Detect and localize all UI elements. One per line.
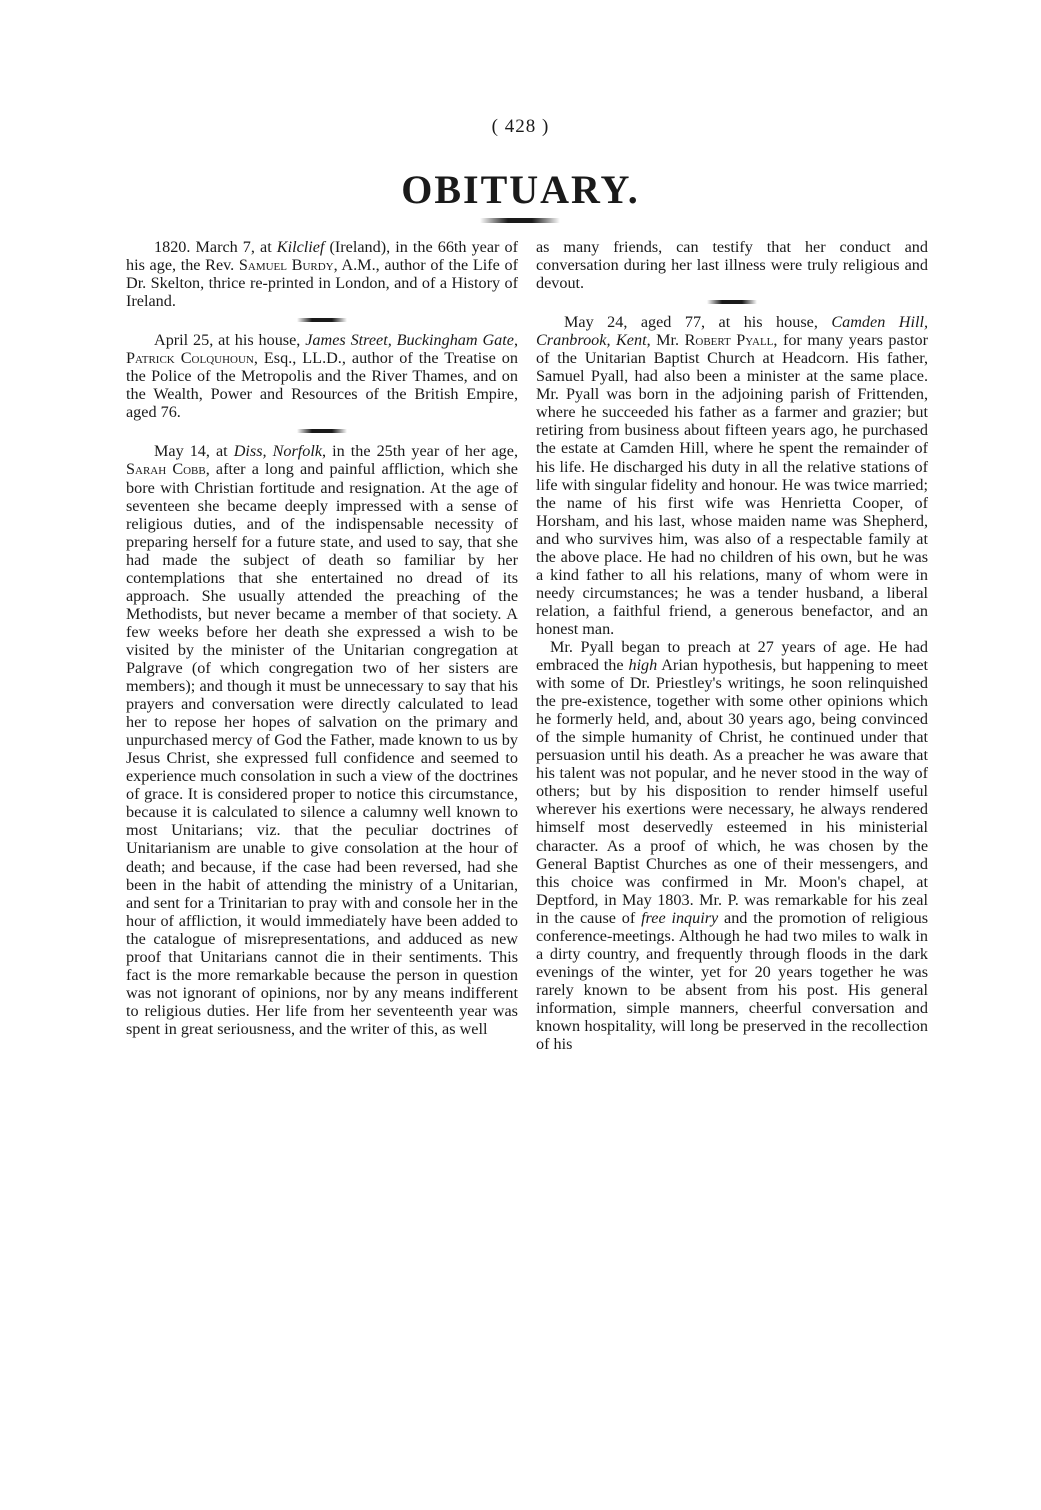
entry-paragraph <box>126 331 518 421</box>
left-column <box>126 238 518 1038</box>
entry-text: , Mr. <box>646 331 685 350</box>
entry-date: May 14, at <box>154 442 234 461</box>
entry-date: April 25, at his house, <box>154 331 306 350</box>
entry-date: May 24, aged 77, at his house, <box>564 313 832 332</box>
entry-person-name: Robert Pyall <box>684 331 774 350</box>
obituary-entry-colquhoun <box>126 331 518 421</box>
obituary-entry-pyall <box>536 313 928 1053</box>
entry-place: James Street, Buckingham Gate <box>305 331 514 350</box>
entry-date: 1820. March 7, at <box>154 238 277 256</box>
title-divider <box>480 218 560 223</box>
entry-text: (Ireland), in the 66th year of his age, the Rev. <box>126 238 518 275</box>
entry-paragraph <box>536 313 928 638</box>
entry-person-name: Patrick Colquhoun <box>126 349 254 368</box>
entry-paragraph: as many friends, can testify that her conduct and conversation during her last illness were truly religious and devout. <box>536 238 928 293</box>
entry-text: Mr. Pyall began to preach at 27 years of age. He had embraced the <box>536 637 928 675</box>
entry-text: , A.M., author of the Life of Dr. Skelton, thrice re-printed in London, and of a History of Ireland. <box>126 256 519 311</box>
entry-text: , Esq., LL.D., author of the Treatise on the Police of the Metropolis and the River Thames, and on the Wealth, Power and Resources of the British Empire, aged 76. <box>126 349 518 422</box>
entry-paragraph <box>536 638 928 1053</box>
entry-text: Arian hypothesis, but happening to meet with some of Dr. Priestley's writings, he soon relinquished the pre-existence, together with some other opinions which he formerly held, and, about 30 years ago, being convinced of the simple humanity of Christ, he continued under that persuasion until his death. As a preacher he was aware that his talent was not popular, and he never stood in the way of others; but by his disposition to render himself useful wherever his exertions were necessary, he always rendered himself most deservedly esteemed in his ministerial character. As a proof of which, he was chosen by the General Baptist Churches as one of their messengers, and this choice was confirmed in Mr. Moon's chapel, at Deptford, in May 1803. Mr. P. was remarkable for his zeal in the cause of <box>536 656 929 927</box>
entry-text: , <box>513 331 518 350</box>
obituary-entry-cobb-continued <box>536 238 928 292</box>
entry-person-name: Samuel Burdy <box>238 256 334 275</box>
entry-text: and the promotion of religious conference-meetings. Although he had two miles to walk in a dirty country, and frequently through floods in the dark evenings of the winter, yet for 20 years together he was rarely known to be absent from his post. His general information, simple manners, cheerful conversation and known hospitality, will long be preserved in the recollection of his <box>536 908 928 1054</box>
entry-place: Camden Hill, Cranbrook, Kent <box>536 313 928 350</box>
entry-place: Diss, Norfolk <box>233 442 323 461</box>
entry-place: Kilclief <box>276 238 325 256</box>
entry-paragraph <box>126 238 518 310</box>
page-number: ( 428 ) <box>491 116 550 137</box>
obituary-entry-cobb <box>126 442 518 1038</box>
entry-divider <box>707 300 757 304</box>
entry-person-name: Sarah Cobb <box>126 460 206 479</box>
right-column <box>536 238 928 1053</box>
entry-divider <box>297 318 347 322</box>
entry-text: , in the 25th year of her age, <box>322 442 518 461</box>
page-title: OBITUARY. <box>401 167 640 212</box>
entry-text: , for many years pastor of the Unitarian Baptist Church at Headcorn. His father, Samuel Pyall, had also been a minister at the same place. Mr. Pyall was born in the adjoining parish of Frittenden, where he succeeded his father as a farmer and grazier; but retiring from business about fifteen years ago, he purchased the estate at Camden Hill, where he spent the remainder of his life. He discharged his duty in all the relative stations of life with singular fidelity and honour. He was twice married; the name of his first wife was Henrietta Cooper, of Horsham, and his last, whose maiden name was Shepherd, and who survives him, was also of a respectable family at the above place. He had no children of his own, but he was a kind father to all his relations, many of whom were in needy circumstances; he was a tender husband, a liberal relation, a faithful friend, a generous benefactor, and an honest man. <box>536 331 928 638</box>
entry-emphasis: free inquiry <box>641 908 719 927</box>
entry-paragraph <box>126 442 518 1038</box>
obituary-entry-burdy <box>126 238 518 310</box>
entry-text: , after a long and painful affliction, which she bore with Christian fortitude and resignation. At the age of seventeen she became deeply impressed with a sense of religious duties, and of the indispensable necessity of preparing herself for a future state, and used to say, that she had made the subject of death so familiar by her contemplations that she entertained no dread of its approach. She usually attended the preaching of the Methodists, but never became a member of that society. A few weeks before her death she expressed a wish to be visited by the minister of the Unitarian congregation at Palgrave (of which congregation two of her sisters are members); and though it must be unnecessary to say that his prayers and conversation were directly calculated to lead her to repose her hopes of salvation on the primary and unpurchased mercy of God the Father, made known to us by Jesus Christ, she expressed full confidence and seemed to experience much consolation in such a view of the doctrines of grace. It is considered proper to notice this circumstance, because it is calculated to silence a calumny well known to most Unitarians; viz. that the peculiar doctrines of Unitarianism are unable to give consolation at the hour of death; and because, if the case had been reversed, had she been in the habit of attending the ministry of a Unitarian, and sent for a Trinitarian to pray with and console her in the hour of affliction, it would immediately have been added to the catalogue of misrepresentations, and adduced as new proof that Unitarians cannot die in their sentiments. This fact is the more remarkable because the person in question was not ignorant of opinions, nor by any means indifferent to religious duties. Her life from her seventeenth year was spent in great seriousness, and the writer of this, as well <box>126 460 518 1038</box>
entry-divider <box>297 429 347 433</box>
entry-emphasis: high <box>628 656 658 675</box>
